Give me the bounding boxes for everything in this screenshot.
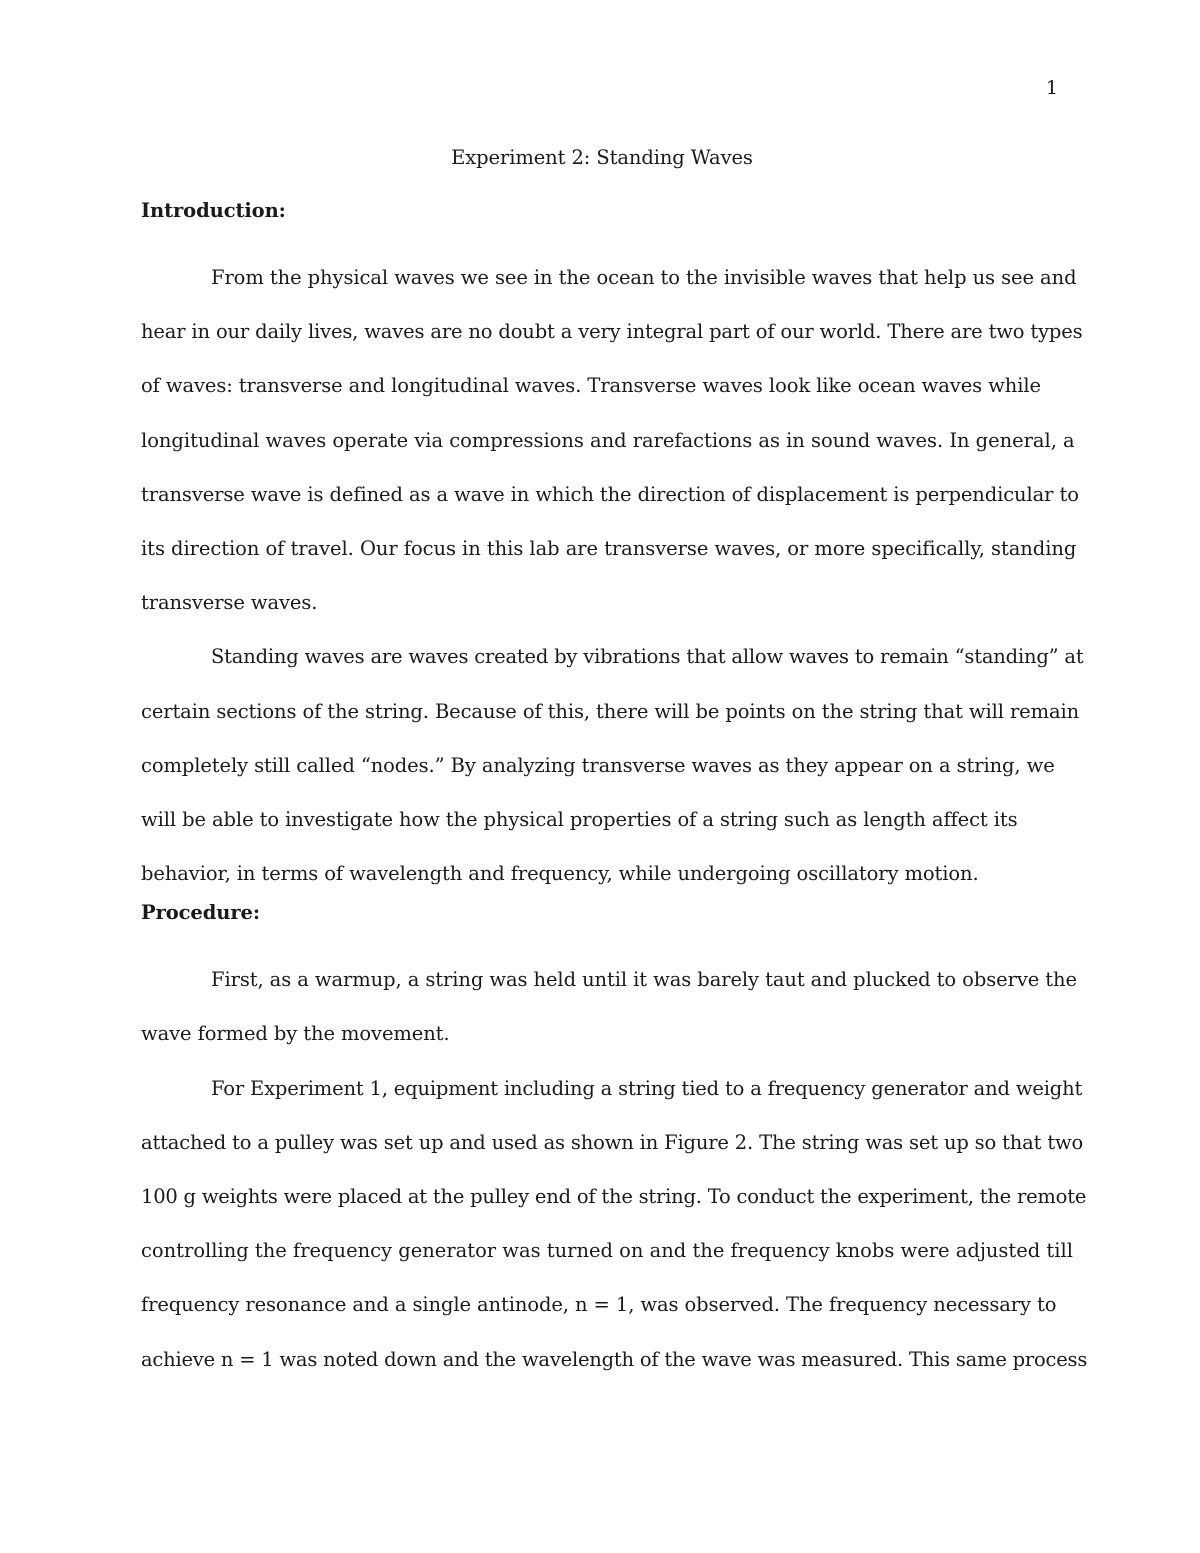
text-line: wave formed by the movement. (141, 1022, 450, 1046)
text-line: From the physical waves we see in the ocean to the invisible waves that help us see and (211, 266, 1077, 289)
text-line: First, as a warmup, a string was held until it was barely taut and plucked to observe the (211, 968, 1077, 992)
document-body (141, 144, 1088, 1387)
text-line: its direction of travel. Our focus in this lab are transverse waves, or more specifically, standing (141, 536, 1077, 560)
text-line: achieve n = 1 was noted down and the wavelength of the wave was measured. This same process (141, 1347, 1088, 1371)
text-line: hear in our daily lives, waves are no doubt a very integral part of our world. There are two types (141, 320, 1083, 344)
section-heading-introduction: Introduction: (141, 199, 286, 222)
paragraph-intro-2 (141, 630, 1084, 901)
text-line: behavior, in terms of wavelength and frequency, while undergoing oscillatory motion. (141, 862, 979, 886)
text-line: of waves: transverse and longitudinal waves. Transverse waves look like ocean waves while (141, 374, 1041, 398)
text-line: completely still called “nodes.” By analyzing transverse waves as they appear on a string, we (141, 753, 1055, 777)
document-title: Experiment 2: Standing Waves (451, 146, 753, 169)
page-number: 1 (1045, 77, 1058, 99)
section-heading-procedure: Procedure: (141, 901, 260, 925)
text-line: certain sections of the string. Because of this, there will be points on the string that will remain (141, 699, 1080, 723)
text-line: frequency resonance and a single antinode, n = 1, was observed. The frequency necessary to (141, 1293, 1057, 1317)
paragraph-intro-1 (141, 251, 1083, 630)
text-line: transverse wave is defined as a wave in which the direction of displacement is perpendicular to (141, 482, 1079, 506)
text-line: will be able to investigate how the physical properties of a string such as length affect its (141, 807, 1018, 831)
paragraph-procedure-2 (141, 1062, 1088, 1387)
text-line: controlling the frequency generator was turned on and the frequency knobs were adjusted till (141, 1239, 1073, 1263)
text-line: longitudinal waves operate via compressions and rarefactions as in sound waves. In general, a (141, 428, 1075, 452)
text-line: 100 g weights were placed at the pulley end of the string. To conduct the experiment, the remote (141, 1185, 1087, 1208)
text-line: transverse waves. (141, 591, 318, 615)
text-line: Standing waves are waves created by vibrations that allow waves to remain “standing” at (211, 645, 1084, 669)
text-line: attached to a pulley was set up and used as shown in Figure 2. The string was set up so that two (141, 1130, 1084, 1154)
text-line: For Experiment 1, equipment including a string tied to a frequency generator and weight (211, 1076, 1083, 1100)
paragraph-procedure-1 (141, 953, 1077, 1061)
